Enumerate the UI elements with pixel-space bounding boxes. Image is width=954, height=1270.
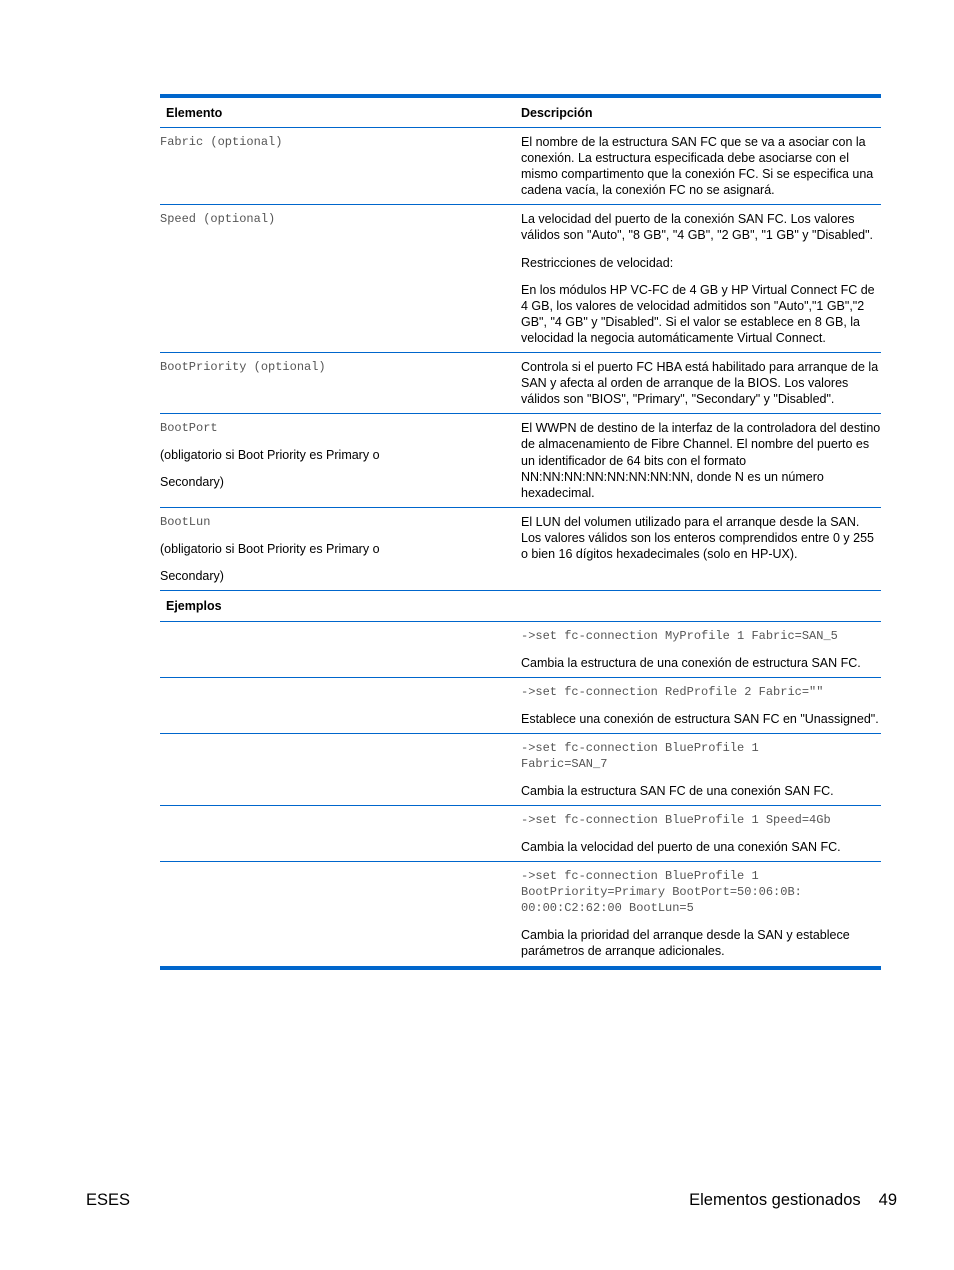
- description-cell: [521, 128, 881, 204]
- example-description: Cambia la prioridad del arranque desde la SAN y establece parámetros de arranque adicionales.: [521, 928, 850, 959]
- header-elemento: Elemento: [166, 106, 223, 120]
- example-cell: [521, 806, 881, 861]
- example-description: Cambia la estructura SAN FC de una conexión SAN FC.: [521, 784, 834, 799]
- description-text: El WWPN de destino de la interfaz de la controladora del destino de almacenamiento de Fibre Channel. El nombre del puerto es un identificador de 64 bits con el formato NN:NN:NN:NN:NN:NN:NN:NN, donde N es un número hexadecimal.: [521, 421, 881, 500]
- example-row: [160, 678, 881, 734]
- table-row: [160, 128, 881, 205]
- description-text: El LUN del volumen utilizado para el arranque desde la SAN. Los valores válidos son los enteros comprendidos entre 0 y 255 o bien 16 dígitos hexadecimales (solo en HP-UX).: [521, 514, 874, 561]
- example-command: ->set fc-connection MyProfile 1 Fabric=SAN_5: [521, 628, 838, 643]
- examples-header-row: [160, 591, 881, 622]
- example-empty-cell: [160, 806, 521, 861]
- element-note: (obligatorio si Boot Priority es Primary o: [160, 448, 380, 463]
- example-row: [160, 622, 881, 678]
- example-row: [160, 862, 881, 965]
- element-cell: [160, 508, 521, 590]
- example-cell: [521, 622, 881, 677]
- element-cell: [160, 353, 521, 413]
- description-text: El nombre de la estructura SAN FC que se va a asociar con la conexión. La estructura especificada debe asociarse con el mismo compartimento que la conexión FC. Si se especifica una cadena vacía, la conexión FC no se asignará.: [521, 135, 874, 198]
- example-description: Establece una conexión de estructura SAN FC en "Unassigned".: [521, 712, 879, 727]
- description-text: En los módulos HP VC-FC de 4 GB y HP Virtual Connect FC de 4 GB, los valores de velocidad admitidos son "Auto","1 GB","2 GB", "4 GB" y "Disabled". Si el valor se establece en 8 GB, la velocidad la negocia automáticamente Virtual Connect.: [521, 282, 875, 345]
- header-descripcion: Descripción: [521, 106, 593, 120]
- element-cell: [160, 205, 521, 352]
- table-row: [160, 508, 881, 591]
- footer-locale: ESES: [86, 1191, 131, 1209]
- parameter-table: [160, 94, 881, 970]
- description-text: La velocidad del puerto de la conexión SAN FC. Los valores válidos son "Auto", "8 GB", "4 GB", "2 GB", "1 GB" y "Disabled".: [521, 212, 874, 243]
- example-description: Cambia la estructura de una conexión de estructura SAN FC.: [521, 655, 861, 670]
- table-header-row: [160, 98, 881, 128]
- description-text: Restricciones de velocidad:: [521, 255, 674, 270]
- description-cell: [521, 414, 881, 506]
- example-command: ->set fc-connection RedProfile 2 Fabric="": [521, 685, 824, 700]
- example-empty-cell: [160, 622, 521, 677]
- element-note: (obligatorio si Boot Priority es Primary o: [160, 541, 380, 556]
- element-name: BootLun: [160, 514, 211, 529]
- element-note: Secondary): [160, 475, 224, 490]
- example-empty-cell: [160, 862, 521, 965]
- element-name: Speed (optional): [160, 212, 276, 227]
- table-row: [160, 353, 881, 414]
- example-command: ->set fc-connection BlueProfile 1 Fabric=SAN_7: [521, 741, 759, 772]
- element-name: Fabric (optional): [160, 135, 283, 149]
- example-cell: [521, 734, 881, 805]
- description-cell: [521, 353, 881, 413]
- example-row: [160, 806, 881, 862]
- description-cell: [521, 205, 881, 352]
- element-name: BootPort: [160, 421, 218, 436]
- examples-title: Ejemplos: [166, 598, 222, 613]
- example-empty-cell: [160, 678, 521, 733]
- element-cell: [160, 128, 521, 204]
- table-row: [160, 414, 881, 507]
- example-row: [160, 734, 881, 806]
- footer-right: [689, 1191, 897, 1210]
- element-note: Secondary): [160, 568, 224, 583]
- footer-section-title: Elementos gestionados: [689, 1191, 861, 1209]
- description-cell: [521, 508, 881, 590]
- page-number: 49: [878, 1191, 897, 1209]
- example-command: ->set fc-connection BlueProfile 1 Speed=4Gb: [521, 813, 831, 828]
- element-cell: [160, 414, 521, 506]
- example-empty-cell: [160, 734, 521, 805]
- example-command: ->set fc-connection BlueProfile 1 BootPriority=Primary BootPort=50:06:0B: 00:00:C2:62:00 BootLun=5: [521, 869, 802, 916]
- description-text: Controla si el puerto FC HBA está habilitado para arranque de la SAN y afecta al orden de arranque de la BIOS. Los valores válidos son "BIOS", "Primary", "Secondary" y "Disabled".: [521, 360, 879, 407]
- example-cell: [521, 678, 881, 733]
- example-description: Cambia la velocidad del puerto de una conexión SAN FC.: [521, 840, 841, 855]
- element-name: BootPriority (optional): [160, 360, 326, 375]
- example-cell: [521, 862, 881, 965]
- table-row: [160, 205, 881, 353]
